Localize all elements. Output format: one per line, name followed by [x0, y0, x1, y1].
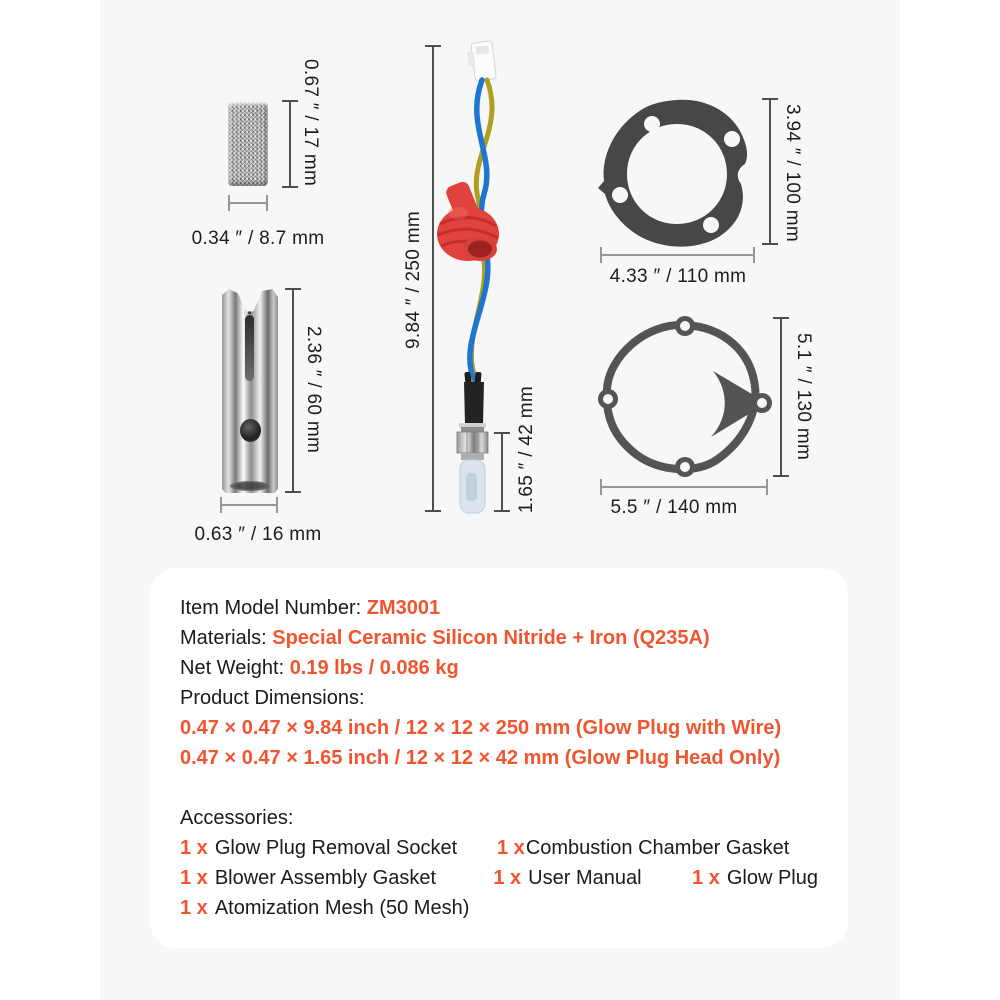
mesh-width-dim-line	[228, 195, 268, 211]
socket-hole	[240, 419, 261, 442]
accessory-item: 1 x User Manual	[493, 867, 642, 889]
gasket2-width-dim-line	[600, 479, 768, 495]
model-number-value: ZM3001	[366, 597, 441, 619]
accessories-row-3	[180, 893, 818, 923]
mesh-width-label: 0.34 ″ / 8.7 mm	[191, 228, 325, 249]
accessory-item: 1 xCombustion Chamber Gasket	[497, 837, 790, 859]
gasket1-height-label: 3.94 ″ / 100 mm	[782, 104, 803, 242]
plug-head-dim-line	[494, 432, 510, 512]
accessories-row-2	[180, 863, 818, 893]
gasket2-width-label: 5.5 ″ / 140 mm	[610, 497, 738, 518]
accessories-row-1	[180, 833, 818, 863]
dimension-line-head-only: 0.47 × 0.47 × 1.65 inch / 12 × 12 × 42 mm (Glow Plug Head Only)	[180, 747, 781, 769]
gasket1-height-dim-line	[762, 98, 778, 245]
net-weight-value: 0.19 lbs / 0.086 kg	[289, 657, 459, 679]
spacer	[180, 773, 818, 803]
gasket1-width-dim-line	[600, 247, 755, 263]
removal-socket-image	[222, 289, 278, 493]
mesh-height-label: 0.67 ″ / 17 mm	[300, 59, 321, 187]
accessory-item: 1 x Blower Assembly Gasket	[180, 867, 437, 889]
gasket2-height-dim-line	[773, 317, 789, 477]
gasket1-width-label: 4.33 ″ / 110 mm	[609, 266, 747, 287]
accessories-heading: Accessories:	[180, 807, 294, 829]
socket-width-label: 0.63 ″ / 16 mm	[194, 524, 322, 545]
gasket2-height-label: 5.1 ″ / 130 mm	[793, 333, 814, 461]
model-number-label: Item Model Number:	[180, 597, 367, 619]
materials-label: Materials:	[180, 627, 273, 649]
socket-width-dim-line	[220, 497, 278, 513]
accessory-item: 1 x Atomization Mesh (50 Mesh)	[180, 897, 470, 919]
materials-value: Special Ceramic Silicon Nitride + Iron (Q235A)	[272, 627, 710, 649]
socket-height-label: 2.36 ″ / 60 mm	[303, 326, 324, 454]
rubber-grommet	[437, 180, 499, 261]
socket-slot	[245, 315, 254, 381]
dimension-line-with-wire: 0.47 × 0.47 × 9.84 inch / 12 × 12 × 250 mm (Glow Plug with Wire)	[180, 717, 782, 739]
socket-opening	[230, 481, 270, 491]
accessory-item: 1 x Glow Plug	[692, 867, 818, 889]
product-dimensions-heading: Product Dimensions:	[180, 687, 365, 709]
net-weight-row	[180, 653, 818, 683]
materials-row	[180, 623, 818, 653]
atomization-mesh-image	[228, 102, 268, 186]
product-info-card	[150, 568, 848, 948]
combustion-chamber-gasket-image	[597, 98, 759, 248]
net-weight-label: Net Weight:	[180, 657, 290, 679]
plug-length-label: 9.84 ″ / 250 mm	[403, 211, 424, 349]
wire-connector-icon	[467, 41, 496, 82]
plug-head-label: 1.65 ″ / 42 mm	[516, 386, 537, 514]
model-number-row	[180, 593, 818, 623]
blower-assembly-gasket-image	[597, 315, 772, 479]
plug-head	[457, 372, 488, 513]
accessory-item: 1 x Glow Plug Removal Socket	[180, 837, 458, 859]
